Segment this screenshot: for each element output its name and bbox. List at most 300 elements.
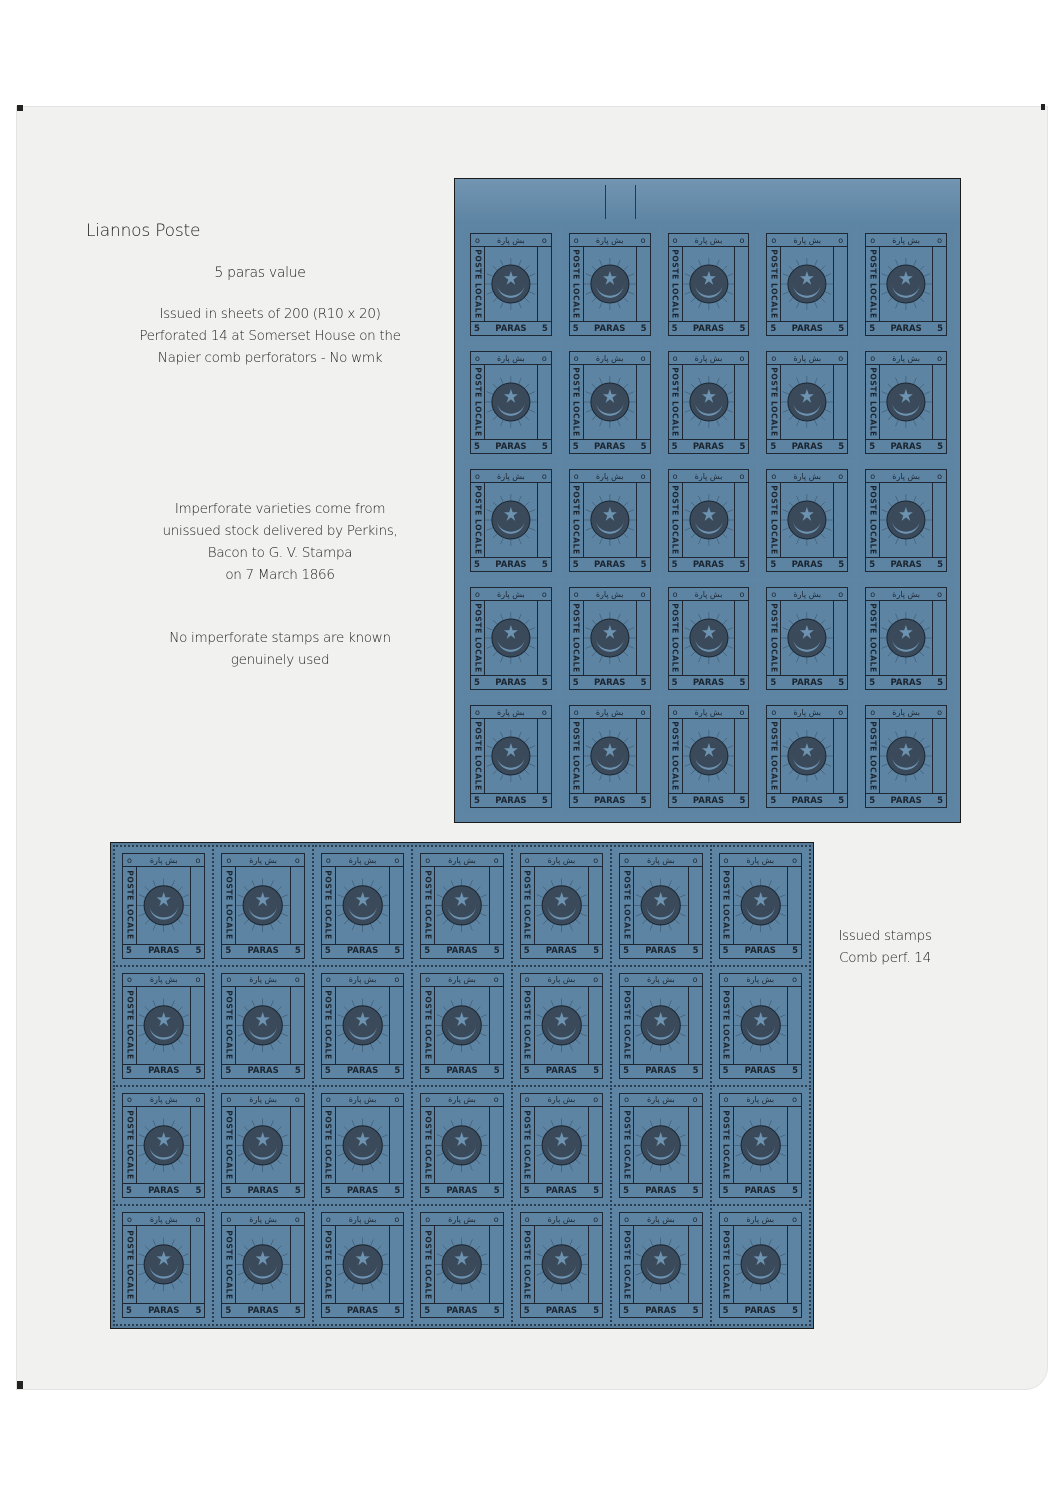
- stamp-currency: PARAS: [890, 323, 922, 334]
- stamp: [661, 345, 757, 460]
- stamp-medallion: [781, 720, 833, 792]
- crescent-star-icon: [584, 720, 636, 792]
- stamp-side-inscription: POSTE LOCALE: [721, 1229, 731, 1300]
- stamp-currency: PARAS: [495, 441, 527, 452]
- stamp-value-right: 5: [593, 1066, 600, 1076]
- stamp-corner-ornament: o: [593, 855, 599, 865]
- crescent-star-icon: [236, 1108, 289, 1183]
- stamp-top-panel: [123, 854, 204, 867]
- stamp-value-left: 5: [869, 323, 876, 334]
- stamp-value-left: 5: [770, 677, 777, 688]
- stamp-currency: PARAS: [545, 1066, 578, 1076]
- stamp-corner-ornament: o: [739, 471, 745, 481]
- stamp-value-panel: [570, 439, 650, 453]
- stamp-top-panel: [620, 974, 701, 987]
- stamp-side-panel: [767, 601, 781, 675]
- stamp-arabic-inscription: بش پارة: [595, 353, 624, 363]
- stamp-value-right: 5: [394, 1305, 401, 1316]
- stamp: [661, 581, 757, 696]
- stamp-side-inscription: POSTE LOCALE: [125, 870, 134, 941]
- stamp-currency: PARAS: [545, 1185, 578, 1196]
- stamp-currency: PARAS: [594, 559, 626, 570]
- stamp-value-right: 5: [739, 677, 746, 688]
- stamp-medallion: [485, 720, 537, 792]
- stamp-frame: [420, 1093, 503, 1199]
- caption-line: Comb perf. 14: [839, 950, 931, 966]
- stamp-value-left: 5: [623, 1066, 630, 1076]
- stamp-value-panel: [521, 1303, 602, 1317]
- stamp: [212, 845, 313, 967]
- stamp-side-panel: [669, 719, 683, 793]
- stamp-side-panel: [222, 867, 236, 944]
- stamp-value-panel: [471, 557, 551, 571]
- stamp-corner-ornament: o: [195, 1214, 201, 1224]
- stamp-frame: [865, 705, 947, 808]
- stamp-arabic-inscription: بش پارة: [448, 975, 476, 985]
- stamp-corner-ornament: o: [127, 1214, 132, 1224]
- stamp-frame: [321, 1093, 404, 1199]
- stamp-side-inscription: POSTE LOCALE: [473, 249, 482, 319]
- stamp-medallion: [781, 366, 833, 438]
- stamp-side-panel: [123, 1226, 137, 1303]
- stamp-frame: [221, 1212, 304, 1318]
- stamp-top-panel: [866, 470, 946, 483]
- stamp-side-panel: [932, 719, 946, 793]
- stamp-medallion: [734, 868, 787, 943]
- stamp-value-right: 5: [640, 559, 647, 570]
- stamp-corner-ornament: o: [294, 975, 300, 985]
- stamp-corner-ornament: o: [573, 589, 579, 599]
- stamp-arabic-inscription: بش پارة: [746, 1095, 775, 1104]
- stamp-frame: [719, 1212, 802, 1318]
- stamp-currency: PARAS: [744, 946, 776, 957]
- stamp-value-panel: [222, 1064, 303, 1078]
- stamp-medallion: [734, 1227, 787, 1302]
- stamp-value-left: 5: [623, 1305, 630, 1316]
- stamp-frame: [865, 351, 947, 454]
- stamp-value-left: 5: [126, 1305, 132, 1316]
- stamp-side-inscription: POSTE LOCALE: [769, 367, 779, 437]
- stamp-corner-ornament: o: [425, 1214, 431, 1224]
- stamp-medallion: [485, 248, 537, 320]
- stamp-corner-ornament: o: [792, 855, 797, 865]
- stamp-currency: PARAS: [890, 559, 922, 570]
- stamp-currency: PARAS: [791, 795, 823, 806]
- stamp-top-panel: [767, 588, 847, 601]
- stamp-corner-ornament: o: [541, 235, 547, 245]
- stamp-side-panel: [720, 867, 734, 944]
- stamp: [511, 1204, 612, 1326]
- stamp-top-panel: [471, 234, 551, 247]
- crescent-star-icon: [435, 1108, 488, 1183]
- stamp-value-left: 5: [523, 1185, 530, 1196]
- stamp-side-panel: [123, 867, 137, 944]
- stamp-side-panel: [123, 1107, 137, 1184]
- stamp-arabic-inscription: بش پارة: [595, 471, 624, 481]
- stamp-value-panel: [570, 557, 650, 571]
- stamp: [212, 1204, 313, 1326]
- stamp-corner-ornament: o: [870, 589, 876, 599]
- stamp-value-left: 5: [424, 1305, 431, 1316]
- stamp-arabic-inscription: بش پارة: [348, 975, 377, 985]
- stamp-currency: PARAS: [645, 1185, 677, 1196]
- stamp-medallion: [584, 484, 636, 556]
- stamp-value-right: 5: [937, 795, 943, 806]
- used-line: No imperforate stamps are known: [169, 630, 391, 646]
- crescent-star-icon: [336, 1108, 389, 1183]
- stamp-side-inscription: POSTE LOCALE: [868, 367, 878, 437]
- stamp-side-panel: [322, 987, 336, 1064]
- stamp-top-panel: [669, 470, 749, 483]
- stamp-side-panel: [421, 1226, 435, 1303]
- stamp-arabic-inscription: بش پارة: [595, 707, 624, 717]
- stamp-arabic-inscription: بش پارة: [793, 589, 822, 599]
- stamp-value-left: 5: [722, 1066, 729, 1076]
- stamp-medallion: [236, 868, 289, 943]
- stamp-corner-ornament: o: [672, 235, 678, 245]
- stamp: [710, 1085, 811, 1207]
- value-line: 5 paras value: [214, 265, 306, 281]
- imperforate-sheet-block: [455, 179, 960, 822]
- stamp-side-panel: [588, 1226, 602, 1303]
- stamp-value-right: 5: [838, 559, 845, 570]
- stamp: [113, 845, 214, 967]
- stamp-side-panel: [570, 365, 584, 439]
- stamp-corner-ornament: o: [325, 975, 331, 985]
- stamp-medallion: [336, 988, 389, 1063]
- stamp-value-panel: [421, 1064, 502, 1078]
- stamp-frame: [569, 351, 651, 454]
- issued-stamp-grid: [114, 846, 810, 1325]
- crescent-star-icon: [336, 868, 389, 943]
- stamp-frame: [221, 853, 304, 959]
- page-corner-mark: [17, 1381, 23, 1389]
- stamp-corner-ornament: o: [672, 589, 678, 599]
- stamp-corner-ornament: o: [640, 589, 646, 599]
- stamp-value-panel: [421, 944, 502, 958]
- crescent-star-icon: [535, 1227, 588, 1302]
- stamp-value-panel: [471, 793, 551, 807]
- stamp-value-left: 5: [225, 1066, 232, 1076]
- stamp-side-panel: [767, 365, 781, 439]
- stamp-medallion: [634, 988, 687, 1063]
- stamp-side-inscription: POSTE LOCALE: [670, 249, 680, 319]
- stamp-currency: PARAS: [890, 677, 922, 688]
- crescent-star-icon: [880, 602, 932, 674]
- stamp-side-inscription: POSTE LOCALE: [571, 721, 581, 791]
- stamp-side-panel: [521, 1226, 535, 1303]
- page-title: Liannos Poste: [86, 221, 201, 241]
- stamp: [411, 1204, 512, 1326]
- stamp-top-panel: [669, 234, 749, 247]
- stamp-value-right: 5: [541, 795, 548, 806]
- stamp-currency: PARAS: [890, 795, 922, 806]
- stamp-medallion: [535, 988, 588, 1063]
- stamp-arabic-inscription: بش پارة: [149, 1095, 178, 1104]
- stamp-value-right: 5: [394, 1066, 401, 1076]
- stamp-currency: PARAS: [692, 559, 725, 570]
- stamp-medallion: [336, 868, 389, 943]
- stamp: [759, 345, 855, 460]
- stamp-side-panel: [290, 1226, 304, 1303]
- stamp-medallion: [880, 366, 932, 438]
- stamp-side-panel: [688, 1226, 702, 1303]
- stamp-arabic-inscription: بش پارة: [694, 235, 723, 245]
- stamp: [212, 965, 313, 1087]
- stamp-corner-ornament: o: [593, 1214, 599, 1224]
- stamp-medallion: [336, 1108, 389, 1183]
- stamp-corner-ornament: o: [226, 975, 232, 985]
- stamp-value-right: 5: [394, 946, 401, 957]
- stamp-side-panel: [636, 719, 650, 793]
- stamp: [858, 463, 954, 578]
- stamp-side-panel: [688, 867, 702, 944]
- stamp-corner-ornament: o: [640, 235, 646, 245]
- stamp-value-panel: [669, 557, 749, 571]
- stamp-value-right: 5: [739, 323, 746, 334]
- stamp-side-panel: [588, 1107, 602, 1184]
- stamp-medallion: [734, 1108, 787, 1183]
- stamp-medallion: [634, 1108, 687, 1183]
- stamp-currency: PARAS: [645, 1066, 677, 1076]
- stamp-value-left: 5: [424, 1185, 431, 1196]
- stamp-currency: PARAS: [791, 559, 823, 570]
- stamp-side-panel: [588, 867, 602, 944]
- stamp-value-right: 5: [640, 441, 647, 452]
- stamp-value-right: 5: [593, 1185, 600, 1196]
- stamp-frame: [122, 1212, 205, 1318]
- stamp-value-left: 5: [623, 946, 630, 957]
- stamp: [411, 845, 512, 967]
- stamp-value-right: 5: [195, 1066, 202, 1076]
- stamp-arabic-inscription: بش پارة: [694, 471, 723, 481]
- stamp-side-panel: [489, 987, 503, 1064]
- stamp-frame: [719, 853, 802, 959]
- stamp: [511, 845, 612, 967]
- stamp-frame: [719, 973, 802, 1079]
- stamp-arabic-inscription: بش پارة: [793, 471, 822, 481]
- stamp-top-panel: [767, 706, 847, 719]
- stamp-corner-ornament: o: [771, 707, 777, 717]
- stamp-value-left: 5: [671, 559, 678, 570]
- stamp-medallion: [584, 720, 636, 792]
- stamp-side-panel: [932, 483, 946, 557]
- stamp-arabic-inscription: بش پارة: [892, 353, 920, 363]
- stamp-corner-ornament: o: [325, 1095, 331, 1104]
- stamp: [661, 699, 757, 814]
- selvage-guide-line: [635, 185, 636, 219]
- crescent-star-icon: [781, 248, 833, 320]
- stamp-value-panel: [222, 1183, 303, 1197]
- stamp: [562, 227, 658, 342]
- stamp-side-panel: [537, 719, 551, 793]
- crescent-star-icon: [336, 1227, 389, 1302]
- stamp-side-panel: [833, 247, 847, 321]
- stamp: [610, 1085, 711, 1207]
- stamp-top-panel: [123, 1094, 204, 1107]
- stamp-value-right: 5: [493, 1305, 500, 1316]
- stamp-side-inscription: POSTE LOCALE: [622, 1229, 632, 1300]
- stamp-side-inscription: POSTE LOCALE: [473, 485, 482, 555]
- stamp-value-right: 5: [692, 1305, 699, 1316]
- stamp-corner-ornament: o: [573, 471, 579, 481]
- stamp-side-panel: [489, 1226, 503, 1303]
- stamp-frame: [221, 973, 304, 1079]
- issued-sheet-block: [111, 843, 813, 1328]
- stamp-frame: [766, 233, 848, 336]
- stamp-value-right: 5: [640, 323, 647, 334]
- stamp-corner-ornament: o: [294, 855, 300, 865]
- stamp-side-inscription: POSTE LOCALE: [224, 1229, 234, 1300]
- stamp: [411, 1085, 512, 1207]
- stamp: [212, 1085, 313, 1207]
- stamp-corner-ornament: o: [640, 471, 646, 481]
- stamp-corner-ornament: o: [593, 975, 599, 985]
- stamp-value-right: 5: [792, 946, 798, 957]
- crescent-star-icon: [880, 248, 932, 320]
- stamp-side-inscription: POSTE LOCALE: [670, 603, 680, 673]
- stamp-value-panel: [570, 793, 650, 807]
- stamp-value-right: 5: [195, 1185, 202, 1196]
- stamp-arabic-inscription: بش پارة: [497, 235, 525, 245]
- stamp-side-panel: [190, 987, 204, 1064]
- stamp-value-panel: [720, 1064, 801, 1078]
- stamp-corner-ornament: o: [226, 1214, 232, 1224]
- stamp-currency: PARAS: [791, 323, 823, 334]
- stamp-frame: [122, 1093, 205, 1199]
- stamp: [113, 965, 214, 1087]
- stamp-value-panel: [322, 1064, 403, 1078]
- stamp-side-inscription: POSTE LOCALE: [423, 1110, 433, 1180]
- stamp-corner-ornament: o: [739, 589, 745, 599]
- stamp-side-panel: [290, 867, 304, 944]
- stamp-corner-ornament: o: [394, 855, 400, 865]
- stamp: [463, 227, 559, 342]
- stamp-frame: [865, 469, 947, 572]
- crescent-star-icon: [781, 366, 833, 438]
- stamp-value-right: 5: [838, 441, 845, 452]
- stamp-value-left: 5: [869, 559, 876, 570]
- stamp-arabic-inscription: بش پارة: [892, 471, 920, 481]
- stamp-side-inscription: POSTE LOCALE: [224, 990, 234, 1060]
- stamp-corner-ornament: o: [475, 707, 480, 717]
- stamp: [759, 699, 855, 814]
- stamp-side-panel: [570, 483, 584, 557]
- stamp-side-panel: [734, 247, 748, 321]
- stamp-corner-ornament: o: [573, 235, 579, 245]
- selvage-guide-line: [605, 185, 606, 219]
- stamp-medallion: [634, 868, 687, 943]
- stamp-side-panel: [787, 1226, 801, 1303]
- stamp-top-panel: [471, 706, 551, 719]
- stamp-value-right: 5: [937, 323, 943, 334]
- stamp-corner-ornament: o: [672, 471, 678, 481]
- stamp-arabic-inscription: بش پارة: [249, 1214, 277, 1224]
- stamp-arabic-inscription: بش پارة: [547, 855, 576, 865]
- stamp-arabic-inscription: بش پارة: [892, 707, 920, 717]
- stamp-value-right: 5: [692, 1066, 699, 1076]
- stamp-top-panel: [570, 706, 650, 719]
- stamp: [759, 463, 855, 578]
- stamp-value-left: 5: [225, 946, 232, 957]
- stamp: [661, 227, 757, 342]
- stamp-arabic-inscription: بش پارة: [497, 589, 525, 599]
- stamp-side-inscription: POSTE LOCALE: [868, 485, 878, 555]
- stamp-medallion: [781, 602, 833, 674]
- stamp-currency: PARAS: [744, 1066, 776, 1076]
- stamp: [858, 345, 954, 460]
- stamp-frame: [321, 1212, 404, 1318]
- stamp-corner-ornament: o: [692, 1095, 698, 1104]
- stamp-arabic-inscription: بش پارة: [694, 707, 723, 717]
- stamp-medallion: [683, 602, 735, 674]
- stamp-arabic-inscription: بش پارة: [249, 975, 277, 985]
- stamp-value-left: 5: [126, 1066, 132, 1076]
- crescent-star-icon: [236, 1227, 289, 1302]
- stamp-value-right: 5: [739, 441, 746, 452]
- stamp-value-panel: [123, 944, 204, 958]
- stamp-side-panel: [833, 483, 847, 557]
- stamp-top-panel: [767, 234, 847, 247]
- stamp-value-panel: [620, 1303, 701, 1317]
- stamp-corner-ornament: o: [692, 975, 698, 985]
- stamp-frame: [520, 1093, 603, 1199]
- stamp-currency: PARAS: [594, 677, 626, 688]
- stamp-value-right: 5: [541, 441, 548, 452]
- stamp-medallion: [683, 484, 735, 556]
- stamp-value-panel: [767, 557, 847, 571]
- stamp-medallion: [535, 1227, 588, 1302]
- stamp-value-panel: [866, 793, 946, 807]
- stamp-frame: [619, 853, 702, 959]
- stamp-side-inscription: POSTE LOCALE: [423, 990, 433, 1060]
- stamp-value-left: 5: [474, 559, 480, 570]
- stamp-value-left: 5: [671, 441, 678, 452]
- stamp-value-panel: [471, 439, 551, 453]
- stamp-value-left: 5: [474, 441, 480, 452]
- usage-note: [130, 627, 430, 671]
- stamp-value-right: 5: [739, 559, 746, 570]
- stamp-arabic-inscription: بش پارة: [892, 589, 920, 599]
- stamp-arabic-inscription: بش پارة: [149, 1214, 178, 1224]
- stamp-arabic-inscription: بش پارة: [746, 975, 775, 985]
- stamp-medallion: [683, 248, 735, 320]
- stamp-side-panel: [537, 365, 551, 439]
- stamp-arabic-inscription: بش پارة: [249, 1095, 277, 1104]
- issue-line: Issued in sheets of 200 (R10 x 20): [159, 306, 381, 322]
- stamp-currency: PARAS: [692, 323, 725, 334]
- stamp-medallion: [435, 868, 488, 943]
- stamp-corner-ornament: o: [838, 707, 844, 717]
- stamp-top-panel: [720, 1213, 801, 1226]
- stamp: [858, 581, 954, 696]
- stamp-arabic-inscription: بش پارة: [694, 353, 723, 363]
- stamp-side-panel: [720, 1107, 734, 1184]
- stamp-value-right: 5: [792, 1066, 798, 1076]
- stamp-corner-ornament: o: [792, 1214, 797, 1224]
- stamp-side-panel: [322, 1107, 336, 1184]
- stamp-value-right: 5: [792, 1305, 798, 1316]
- stamp-value-right: 5: [294, 1066, 301, 1076]
- crescent-star-icon: [336, 988, 389, 1063]
- stamp-arabic-inscription: بش پارة: [149, 975, 178, 985]
- stamp-side-inscription: POSTE LOCALE: [868, 721, 878, 791]
- stamp-value-panel: [222, 944, 303, 958]
- stamp-side-panel: [833, 365, 847, 439]
- crescent-star-icon: [435, 988, 488, 1063]
- stamp-value-panel: [767, 321, 847, 335]
- stamp: [710, 965, 811, 1087]
